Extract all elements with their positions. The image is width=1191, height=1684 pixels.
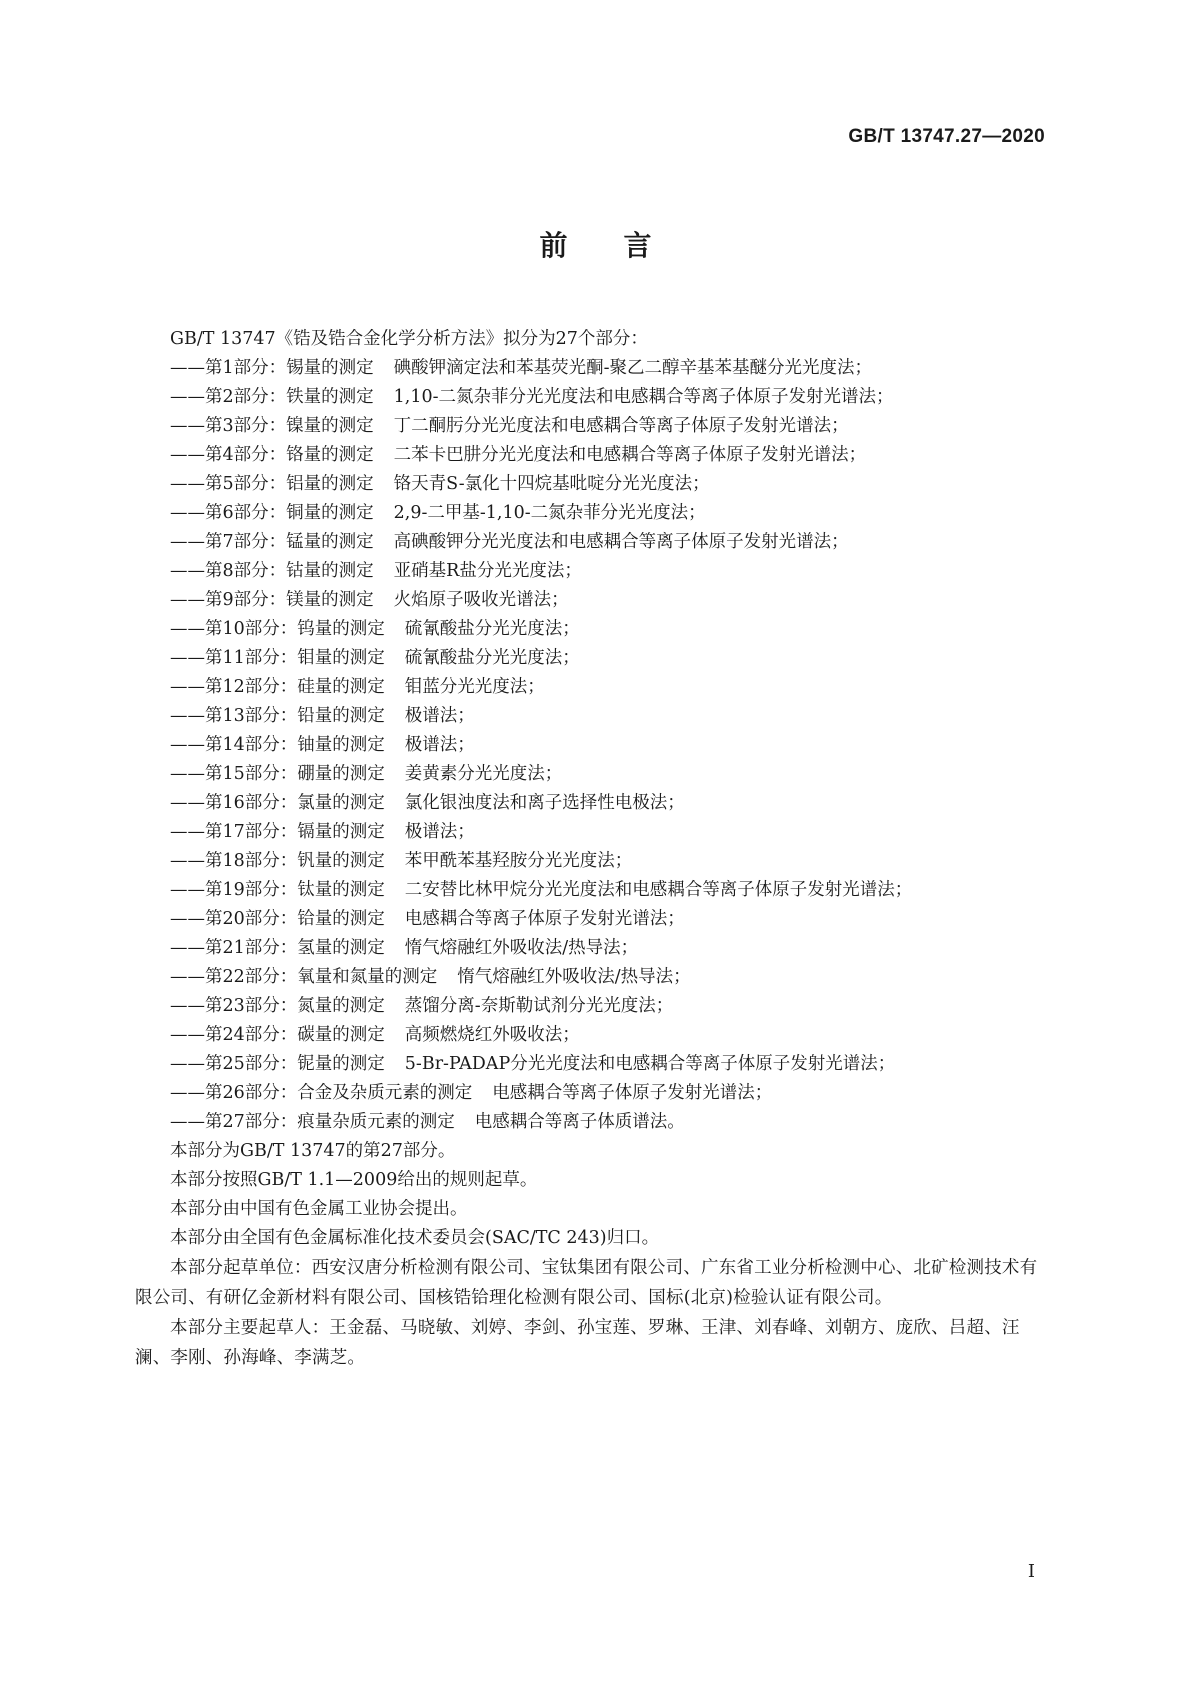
part-method: 亚硝基R盐分光光度法； [393, 561, 582, 581]
list-item [170, 702, 1050, 731]
part-label: ——第4部分：铬量的测定 [170, 445, 374, 465]
part-method: 氯化银浊度法和离子选择性电极法； [404, 793, 685, 813]
list-item [170, 586, 1050, 615]
list-item [170, 963, 1050, 992]
part-method: 极谱法； [404, 706, 475, 726]
list-item [170, 1021, 1050, 1050]
note-drafting-rules: 本部分按照GB/T 1.1—2009给出的规则起草。 [170, 1170, 538, 1190]
list-item [170, 992, 1050, 1021]
list-item [170, 383, 1050, 412]
note-committee: 本部分由全国有色金属标准化技术委员会(SAC/TC 243)归口。 [170, 1228, 660, 1248]
part-label: ——第27部分：痕量杂质元素的测定 [170, 1112, 455, 1132]
list-item [170, 673, 1050, 702]
part-method: 极谱法； [404, 735, 475, 755]
part-method: 惰气熔融红外吸收法/热导法； [457, 967, 691, 987]
part-label: ——第19部分：钛量的测定 [170, 880, 385, 900]
part-label: ——第18部分：钒量的测定 [170, 851, 385, 871]
part-method: 钼蓝分光光度法； [404, 677, 545, 697]
document-body [135, 325, 1050, 1373]
part-method: 硫氰酸盐分光光度法； [404, 648, 580, 668]
parts-list [170, 354, 1050, 1137]
part-method: 极谱法； [404, 822, 475, 842]
part-label: ——第15部分：硼量的测定 [170, 764, 385, 784]
part-method: 电感耦合等离子体质谱法。 [474, 1112, 685, 1132]
list-item [170, 847, 1050, 876]
part-label: ——第5部分：铝量的测定 [170, 474, 374, 494]
list-item [170, 760, 1050, 789]
part-method: 丁二酮肟分光光度法和电感耦合等离子体原子发射光谱法； [393, 416, 849, 436]
list-item [170, 1108, 1050, 1137]
part-label: ——第21部分：氢量的测定 [170, 938, 385, 958]
list-item [170, 934, 1050, 963]
list-item [170, 441, 1050, 470]
intro-line: GB/T 13747《锆及锆合金化学分析方法》拟分为27个部分： [170, 329, 648, 349]
list-item [170, 557, 1050, 586]
part-method: 碘酸钾滴定法和苯基荧光酮-聚乙二醇辛基苯基醚分光光度法； [393, 358, 873, 378]
note-part-number: 本部分为GB/T 13747的第27部分。 [170, 1141, 456, 1161]
part-label: ——第2部分：铁量的测定 [170, 387, 374, 407]
part-method: 2,9-二甲基-1,10-二氮杂菲分光光度法； [393, 503, 706, 523]
part-label: ——第26部分：合金及杂质元素的测定 [170, 1083, 473, 1103]
part-method: 二苯卡巴肼分光光度法和电感耦合等离子体原子发射光谱法； [393, 445, 867, 465]
part-method: 铬天青S-氯化十四烷基吡啶分光光度法； [393, 474, 710, 494]
part-label: ——第17部分：镉量的测定 [170, 822, 385, 842]
part-label: ——第20部分：铪量的测定 [170, 909, 385, 929]
part-label: ——第14部分：铀量的测定 [170, 735, 385, 755]
list-item [170, 905, 1050, 934]
part-label: ——第13部分：铅量的测定 [170, 706, 385, 726]
list-item [170, 1079, 1050, 1108]
list-item [170, 789, 1050, 818]
list-item [170, 876, 1050, 905]
part-method: 苯甲酰苯基羟胺分光光度法； [404, 851, 633, 871]
list-item [170, 470, 1050, 499]
part-label: ——第12部分：硅量的测定 [170, 677, 385, 697]
part-method: 高碘酸钾分光光度法和电感耦合等离子体原子发射光谱法； [393, 532, 849, 552]
list-item [170, 528, 1050, 557]
drafting-units-paragraph: 本部分起草单位：西安汉唐分析检测有限公司、宝钛集团有限公司、广东省工业分析检测中心、北矿检测技术有限公司、有研亿金新材料有限公司、国核锆铪理化检测有限公司、国标(北京)检验认证有限公司。 [135, 1258, 1038, 1308]
list-item [170, 499, 1050, 528]
part-label: ——第22部分：氧量和氮量的测定 [170, 967, 438, 987]
part-method: 电感耦合等离子体原子发射光谱法； [492, 1083, 773, 1103]
part-method: 惰气熔融红外吸收法/热导法； [404, 938, 639, 958]
part-label: ——第9部分：镁量的测定 [170, 590, 374, 610]
part-label: ——第8部分：钴量的测定 [170, 561, 374, 581]
part-label: ——第10部分：钨量的测定 [170, 619, 385, 639]
part-method: 火焰原子吸收光谱法； [393, 590, 569, 610]
part-label: ——第6部分：铜量的测定 [170, 503, 374, 523]
page-title: 前言 [539, 229, 708, 262]
list-item [170, 818, 1050, 847]
list-item [170, 354, 1050, 383]
part-label: ——第23部分：氮量的测定 [170, 996, 385, 1016]
part-label: ——第16部分：氯量的测定 [170, 793, 385, 813]
part-method: 硫氰酸盐分光光度法； [404, 619, 580, 639]
part-label: ——第25部分：铌量的测定 [170, 1054, 385, 1074]
part-method: 高频燃烧红外吸收法； [404, 1025, 580, 1045]
part-label: ——第24部分：碳量的测定 [170, 1025, 385, 1045]
note-proposer: 本部分由中国有色金属工业协会提出。 [170, 1199, 468, 1219]
list-item [170, 615, 1050, 644]
list-item [170, 1050, 1050, 1079]
page-number: I [1027, 1561, 1035, 1582]
drafters-paragraph: 本部分主要起草人：王金磊、马晓敏、刘婷、李剑、孙宝莲、罗琳、王津、刘春峰、刘朝方、庞欣、吕超、汪澜、李刚、孙海峰、李满芝。 [135, 1318, 1020, 1368]
list-item [170, 412, 1050, 441]
part-method: 蒸馏分离-奈斯勒试剂分光光度法； [404, 996, 674, 1016]
part-method: 姜黄素分光光度法； [404, 764, 563, 784]
part-method: 二安替比林甲烷分光光度法和电感耦合等离子体原子发射光谱法； [404, 880, 913, 900]
part-label: ——第3部分：镍量的测定 [170, 416, 374, 436]
part-method: 电感耦合等离子体原子发射光谱法； [404, 909, 685, 929]
part-label: ——第11部分：钼量的测定 [170, 648, 385, 668]
part-method: 1,10-二氮杂菲分光光度法和电感耦合等离子体原子发射光谱法； [393, 387, 894, 407]
list-item [170, 644, 1050, 673]
part-label: ——第1部分：锡量的测定 [170, 358, 374, 378]
part-label: ——第7部分：锰量的测定 [170, 532, 374, 552]
part-method: 5-Br-PADAP分光光度法和电感耦合等离子体原子发射光谱法； [404, 1054, 896, 1074]
list-item [170, 731, 1050, 760]
standard-number: GB/T 13747.27—2020 [848, 126, 1045, 147]
